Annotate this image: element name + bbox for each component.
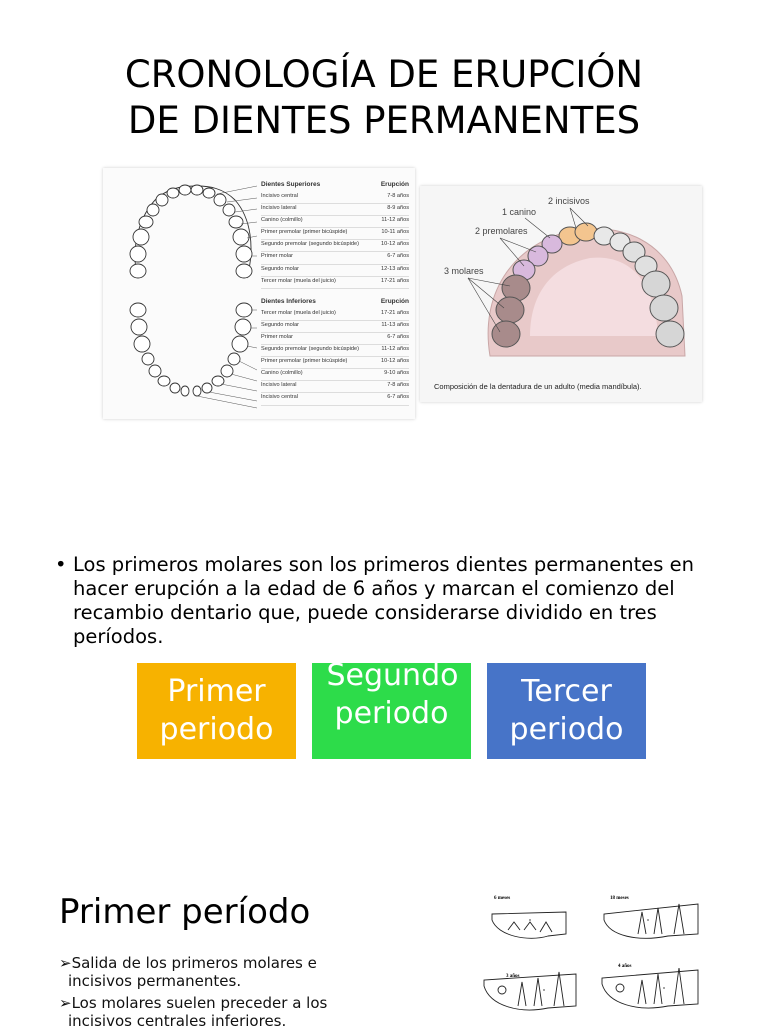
tooth-name: Primer molar [261, 333, 294, 340]
lower-teeth-list [261, 309, 409, 406]
period-label-segundo: Segundo periodo [326, 663, 459, 731]
tooth-name: Segundo molar [261, 265, 299, 272]
eruption-age: 10-12 años [381, 358, 409, 365]
eruption-age: 6-7 años [387, 253, 409, 260]
legend-row [261, 228, 409, 240]
legend-row [261, 204, 409, 216]
label-canino: 1 canino [502, 207, 537, 217]
lower-header-label: Dientes Inferiores [261, 297, 316, 305]
title-line-2: DE DIENTES PERMANENTES [127, 99, 641, 142]
lower-teeth-header [261, 298, 409, 305]
tooth-name: Incisivo central [261, 394, 298, 401]
eruption-age: 10-11 años [381, 229, 409, 236]
eruption-sketches [478, 890, 718, 1024]
tooth-name: Tercer molar (muela del juicio) [261, 277, 336, 284]
tooth-name: Primer premolar (primer bicúspide) [261, 229, 348, 236]
legend-row [261, 393, 409, 405]
legend-row [261, 369, 409, 381]
legend-row [261, 381, 409, 393]
tooth-name: Canino (colmillo) [261, 370, 303, 377]
sketch-age-4: 4 años [618, 964, 632, 969]
dental-arch-chart [103, 168, 415, 419]
list-item-text: Salida de los primeros molares e incisivos permanentes. [68, 954, 317, 990]
period-label-primer: Primer periodo [159, 674, 274, 747]
tooth-name: Incisivo lateral [261, 205, 297, 212]
eruption-age: 12-13 años [381, 265, 409, 272]
eruption-age: 6-7 años [387, 333, 409, 340]
section-title: Primer período [59, 892, 311, 932]
eruption-age: 11-12 años [381, 346, 409, 353]
tooth-name: Canino (colmillo) [261, 217, 303, 224]
tooth-name: Incisivo lateral [261, 382, 297, 389]
sketch-illustrations [478, 890, 718, 1024]
tooth-name: Segundo premolar (segundo bicúspide) [261, 346, 359, 353]
label-incisivos: 2 incisivos [548, 196, 590, 206]
list-item: ➢Los molares suelen preceder a los incisivos centrales inferiores. [59, 994, 328, 1030]
upper-teeth-list [261, 192, 409, 289]
bullet-marker: • [55, 553, 67, 576]
tooth-name: Primer molar [261, 253, 294, 260]
lower-column-label: Erupción [380, 297, 409, 305]
period-label-tercer: Tercer periodo [509, 674, 624, 747]
legend-row [261, 240, 409, 252]
upper-teeth-header [261, 181, 409, 188]
label-premolares: 2 premolares [475, 226, 528, 236]
legend-row [261, 333, 409, 345]
legend-row [261, 345, 409, 357]
list-item-text: Los molares suelen preceder a los incisivos centrales inferiores. [68, 994, 328, 1030]
sketch-age-2: 18 meses [610, 896, 629, 901]
period-box-tercer [487, 663, 646, 759]
tooth-name: Incisivo central [261, 193, 298, 199]
eruption-age: 11-13 años [381, 321, 409, 328]
tooth-name: Tercer molar (muela del juicio) [261, 309, 336, 316]
upper-header-label: Dientes Superiores [261, 181, 321, 188]
eruption-age: 7-8 años [387, 193, 409, 199]
eruption-age: 9-10 años [384, 370, 409, 377]
title-line-1: CRONOLOGÍA DE ERUPCIÓN [124, 53, 644, 96]
tooth-name: Primer premolar (primer bicúspide) [261, 358, 348, 365]
tooth-name: Segundo molar [261, 321, 299, 328]
eruption-age: 11-12 años [381, 217, 409, 224]
dental-arch-illustration [117, 176, 257, 411]
eruption-age: 17-21 años [381, 309, 409, 316]
tooth-name: Segundo premolar (segundo bicúspide) [261, 241, 359, 248]
legend-row [261, 216, 409, 228]
section-list [59, 954, 359, 1034]
page-title [40, 52, 728, 144]
legend-row [261, 192, 409, 204]
sketch-age-3: 3 años [506, 974, 520, 979]
eruption-age: 8-9 años [387, 205, 409, 212]
half-jaw-illustration [420, 186, 702, 376]
legend-row [261, 321, 409, 333]
eruption-age: 7-8 años [387, 382, 409, 389]
adult-dentition-diagram [420, 186, 702, 402]
legend-row [261, 357, 409, 369]
legend-row [261, 252, 409, 264]
period-box-segundo [312, 663, 471, 759]
eruption-legend [261, 178, 409, 406]
legend-row [261, 265, 409, 277]
sketch-age-1: 6 meses [494, 896, 511, 901]
upper-column-label: Erupción [380, 181, 409, 188]
label-molares: 3 molares [444, 266, 484, 276]
intro-text: Los primeros molares son los primeros dientes permanentes en hacer erupción a la edad de 6 años y marcan el comienzo del recambio dentario que, puede considerarse dividido en tres períodos. [73, 553, 694, 648]
eruption-age: 10-12 años [381, 241, 409, 248]
eruption-age: 6-7 años [387, 394, 409, 401]
list-item: ➢Salida de los primeros molares e incisivos permanentes. [59, 954, 317, 990]
period-box-primer [137, 663, 296, 759]
eruption-age: 17-21 años [381, 277, 409, 284]
legend-row [261, 277, 409, 289]
legend-row [261, 309, 409, 321]
diagram-caption: Composición de la dentadura de un adulto (media mandíbula). [434, 382, 642, 391]
